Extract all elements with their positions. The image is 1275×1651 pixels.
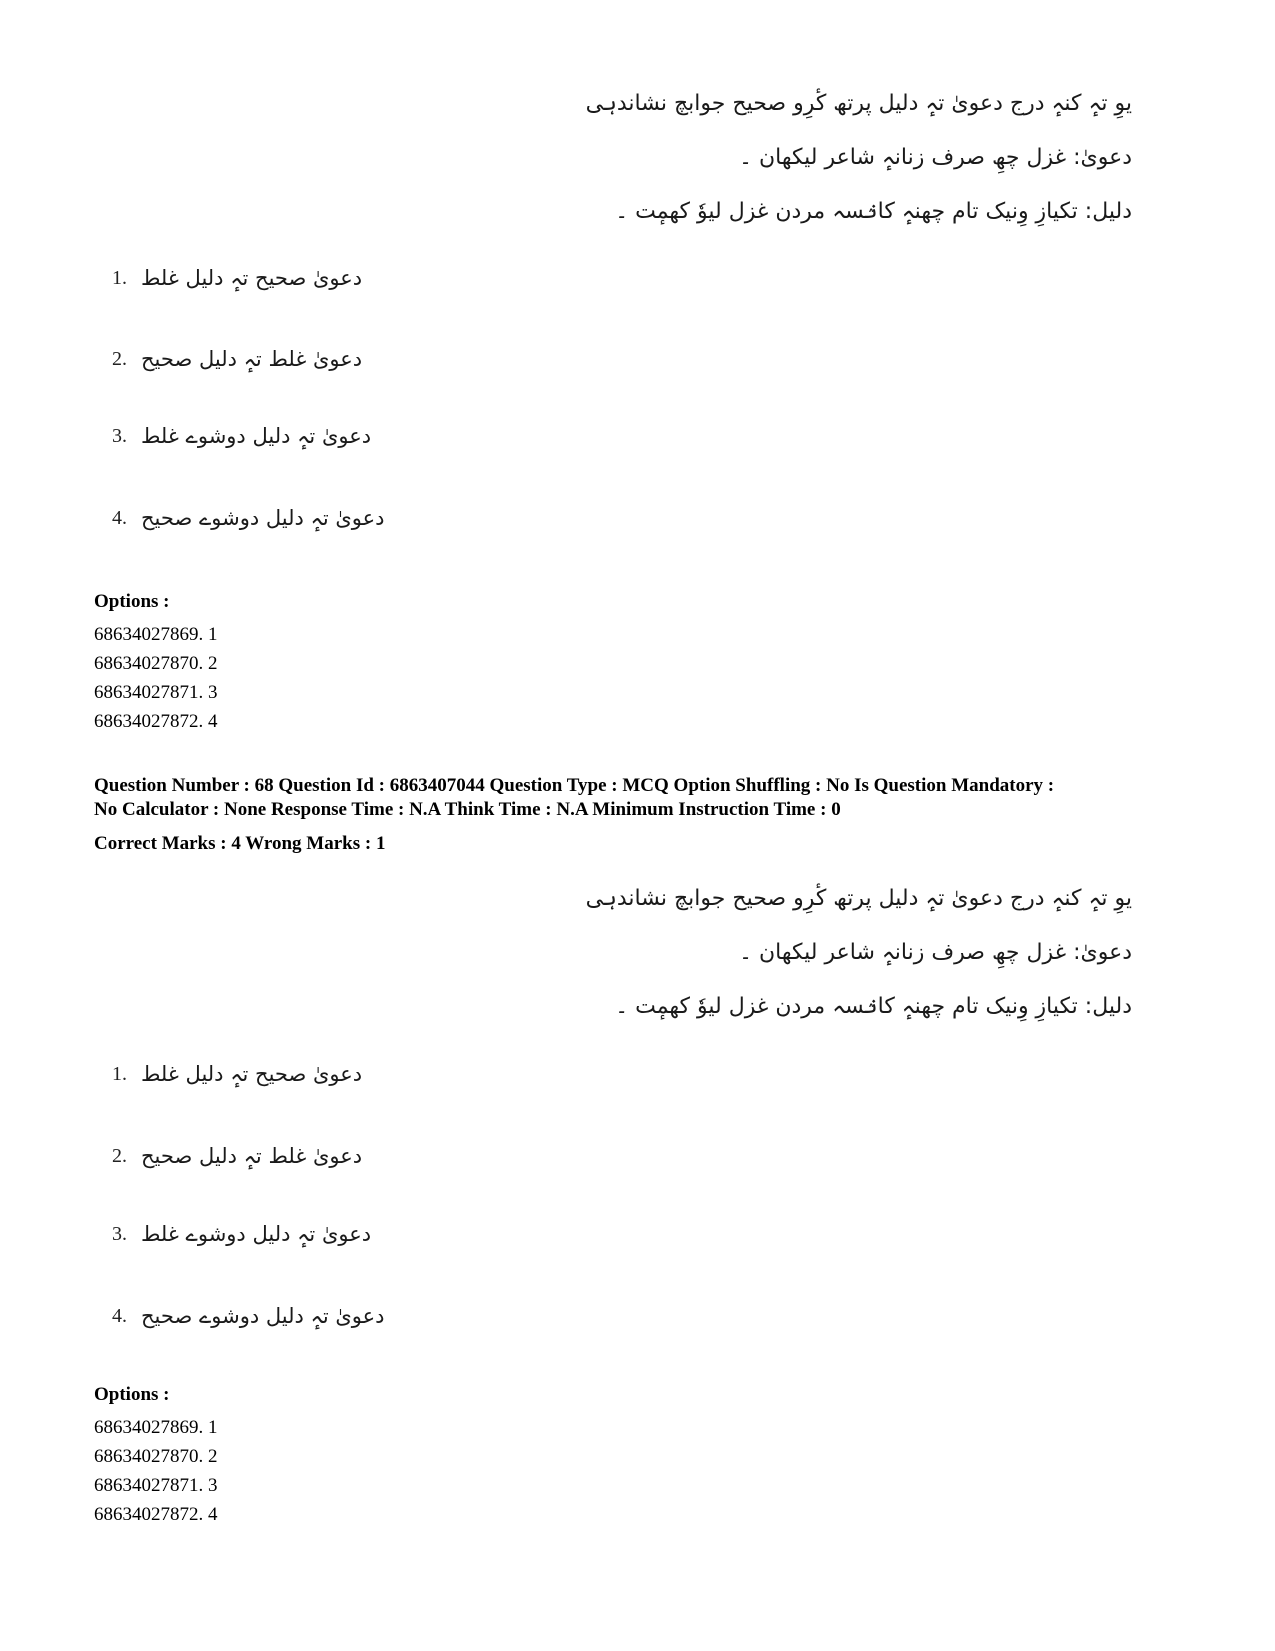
options-heading: Options : [94,1384,170,1405]
choice-number: 3. [112,424,127,447]
options-heading: Options : [94,591,170,612]
choice-item [112,506,385,530]
choice-number: 3. [112,1222,127,1245]
choice-item [112,266,362,290]
statement-line: یوِ تہٕ کنہٕ درج دعویٰ تہٕ دلیل پرتھ کٔرِو صحیح جوابچ نشاندہی [585,886,1132,911]
choice-number: 1. [112,1062,127,1085]
option-id: 68634027869. 1 [94,1417,218,1438]
statement-line: دعویٰ: غزل چھِ صرف زنانہٕ شاعر لیکھان ۔ [739,940,1132,965]
option-id: 68634027872. 4 [94,711,218,732]
choice-item [112,1222,371,1246]
choice-item [112,1144,362,1168]
option-id: 68634027870. 2 [94,653,218,674]
statement-line: دلیل: تکیازِ وِنیک تام چھنہٕ کانٛسہ مردن غزل لیوٗ کھمٕت ۔ [615,994,1132,1019]
choice-number: 4. [112,1304,127,1327]
choice-number: 2. [112,1144,127,1167]
options-list [94,1413,218,1529]
option-id: 68634027871. 3 [94,682,218,703]
options-list [94,620,218,736]
choice-item [112,1304,385,1328]
option-id: 68634027872. 4 [94,1504,218,1525]
choice-number: 4. [112,506,127,529]
choice-text: دعویٰ صحیح تہٕ دلیل غلط [141,1062,363,1086]
choice-text: دعویٰ غلط تہٕ دلیل صحیح [141,347,363,371]
question-statement [585,77,1132,239]
choice-item [112,347,362,371]
choice-text: دعویٰ تہٕ دلیل دوشوے غلط [141,424,372,448]
choice-number: 1. [112,266,127,289]
statement-line: دعویٰ: غزل چھِ صرف زنانہٕ شاعر لیکھان ۔ [739,145,1132,170]
marks-info: Correct Marks : 4 Wrong Marks : 1 [94,833,386,854]
choice-number: 2. [112,347,127,370]
choice-text: دعویٰ تہٕ دلیل دوشوے صحیح [141,506,385,530]
choice-item [112,1062,362,1086]
statement-line: دلیل: تکیازِ وِنیک تام چھنہٕ کانٛسہ مردن غزل لیوٗ کھمٕت ۔ [615,199,1132,224]
statement-line: یوِ تہٕ کنہٕ درج دعویٰ تہٕ دلیل پرتھ کٔرِو صحیح جوابچ نشاندہی [585,91,1132,116]
option-id: 68634027869. 1 [94,624,218,645]
choice-text: دعویٰ تہٕ دلیل دوشوے غلط [141,1222,372,1246]
question-statement [585,872,1132,1034]
choice-text: دعویٰ تہٕ دلیل دوشوے صحیح [141,1304,385,1328]
choice-item [112,424,371,448]
question-meta-line: No Calculator : None Response Time : N.A Think Time : N.A Minimum Instruction Time : 0 [94,799,841,820]
question-meta-line: Question Number : 68 Question Id : 6863407044 Question Type : MCQ Option Shuffling : No Is Question Mandatory : [94,775,1055,796]
option-id: 68634027870. 2 [94,1446,218,1467]
choice-text: دعویٰ غلط تہٕ دلیل صحیح [141,1144,363,1168]
choice-text: دعویٰ صحیح تہٕ دلیل غلط [141,266,363,290]
option-id: 68634027871. 3 [94,1475,218,1496]
question-meta [94,774,1204,822]
